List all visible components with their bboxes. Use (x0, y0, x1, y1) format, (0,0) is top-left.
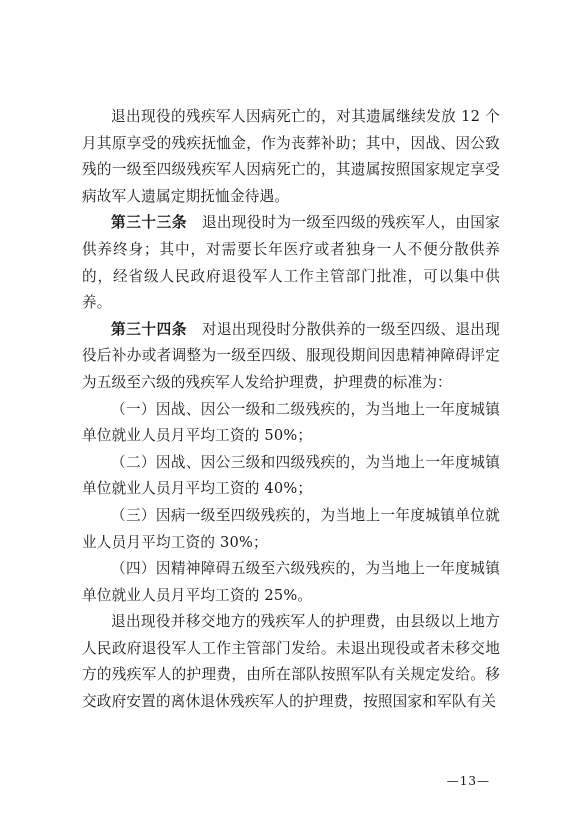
paragraph-nursing-fee: 退出现役并移交地方的残疾军人的护理费，由县级以上地方人民政府退役军人工作主管部门发给。未退出现役或者未移交地方的残疾军人的护理费，由所在部队按照军队有关规定发给。移交政府安置的离休退休残疾军人的护理费，按照国家和军队有关 (82, 613, 500, 711)
article-33-text: 退出现役时为一级至四级的残疾军人，由国家供养终身；其中，对需要长年医疗或者独身一人不便分散供养的，经省级人民政府退役军人工作主管部门批准，可以集中供养。 (82, 214, 500, 312)
list-item-2: （二）因战、因公三级和四级残疾的，为当地上一年度城镇单位就业人员月平均工资的 40%； (82, 453, 500, 498)
list-item-1: （一）因战、因公一级和二级残疾的，为当地上一年度城镇单位就业人员月平均工资的 50%； (82, 400, 500, 445)
document-body (82, 104, 500, 716)
page-number: —13— (446, 774, 490, 788)
list-item-3: （三）因病一级至四级残疾的，为当地上一年度城镇单位就业人员月平均工资的 30%； (82, 506, 500, 551)
paragraph-death-allowance: 退出现役的残疾军人因病死亡的，对其遗属继续发放 12 个月其原享受的残疾抚恤金，作为丧葬补助；其中，因战、因公致残的一级至四级残疾军人因病死亡的，其遗属按照国家规定享受病故军人遗属定期抚恤金待遇。 (82, 108, 500, 205)
paragraph-article-33 (82, 210, 500, 316)
paragraph-article-34 (82, 317, 500, 397)
article-33-heading: 第三十三条 (111, 214, 188, 232)
list-item-4: （四）因精神障碍五级至六级残疾的，为当地上一年度城镇单位就业人员月平均工资的 25%。 (82, 560, 500, 604)
article-34-heading: 第三十四条 (111, 320, 188, 338)
article-34-text: 对退出现役时分散供养的一级至四级、退出现役后补办或者调整为一级至四级、服现役期间因患精神障碍评定为五级至六级的残疾军人发给护理费，护理费的标准为： (82, 320, 500, 391)
